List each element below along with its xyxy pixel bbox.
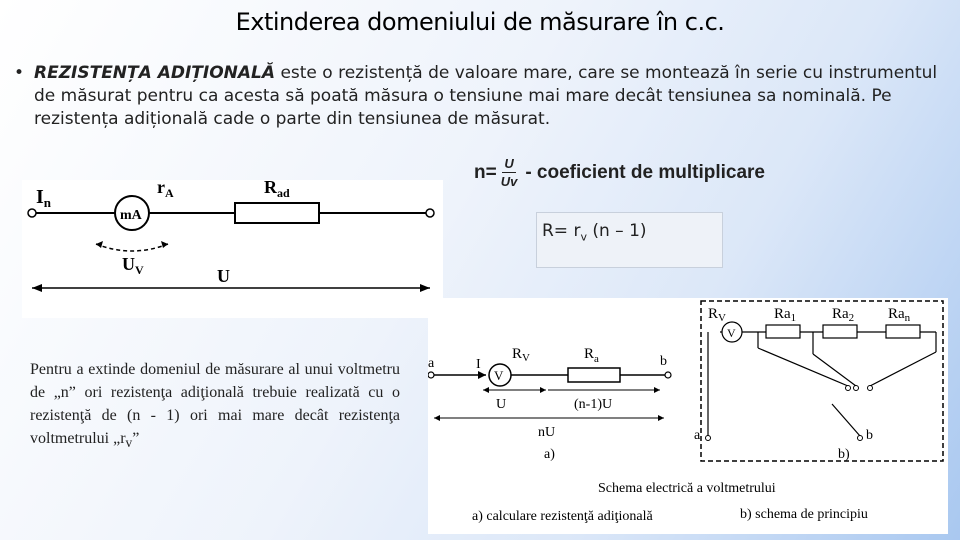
- label-n1u: (n-1)U: [574, 397, 613, 412]
- resistance-formula-prefix: R= r: [542, 221, 581, 241]
- u-arrow-right: [540, 387, 546, 393]
- formula-numerator: U: [504, 156, 514, 171]
- series-resistor-svg: [22, 180, 443, 318]
- label-rv-b: $R_V$: [708, 306, 726, 324]
- label-a2: a: [694, 428, 701, 443]
- resistor-ran: [886, 325, 920, 338]
- definition-term: REZISTENȚA ADIȚIONALĂ: [34, 63, 276, 83]
- resistor-ra2: [823, 325, 857, 338]
- formula-description: - coeficient de multiplicare: [525, 161, 765, 183]
- nu-arrow-right: [658, 415, 664, 421]
- tap-n-line: [870, 352, 936, 386]
- label-b2: b: [866, 428, 873, 443]
- u-arrow-left: [483, 387, 489, 393]
- resistance-formula-sub: v: [580, 230, 587, 244]
- voltage-arrow-left: [32, 284, 42, 292]
- label-ra2: $Ra_2$: [832, 306, 855, 324]
- series-resistor-diagram: [22, 180, 443, 318]
- caption-a: a) calculare rezistenţă adiţională: [472, 509, 653, 524]
- label-ra-a: $R_a$: [584, 346, 599, 365]
- note-end: ”: [132, 430, 140, 447]
- resistor-ra1: [766, 325, 800, 338]
- label-a: a: [428, 356, 435, 371]
- switch-contact-1: [846, 386, 851, 391]
- page-title: Extinderea domeniului de măsurare în c.c.: [235, 8, 725, 36]
- switch-contact-n: [868, 386, 873, 391]
- terminal-a: [428, 372, 434, 378]
- explanation-note: [30, 358, 400, 454]
- n1u-arrow-right: [654, 387, 660, 393]
- terminal-left: [28, 209, 36, 217]
- tap-2-line: [813, 354, 856, 386]
- resistor-ra: [568, 368, 620, 382]
- label-in: $I_n$: [36, 186, 52, 210]
- bullet-icon: •: [14, 63, 25, 83]
- label-rad: $R_{ad}$: [264, 180, 290, 200]
- label-meter: mA: [120, 208, 142, 223]
- multiplication-formula: [474, 156, 765, 189]
- definition-paragraph: [14, 62, 944, 131]
- label-part-b: b): [838, 447, 850, 462]
- formula-lhs: n=: [474, 161, 497, 183]
- label-ran: $Ra_n$: [888, 306, 911, 324]
- label-ra: $r_A$: [157, 180, 174, 200]
- note-text: Pentru a extinde domeniul de măsurare al unui voltmetru de „n” ori rezistenţa adiţională trebuie realizată cu o rezistenţă de (n - 1) ori mai mare decât rezistenţa voltmetrului „r: [30, 361, 400, 447]
- nu-arrow-left: [434, 415, 440, 421]
- resistance-formula-suffix: (n – 1): [586, 221, 647, 241]
- current-arrow: [478, 371, 486, 379]
- resistor-rad: [235, 203, 319, 223]
- label-part-a: a): [544, 447, 555, 462]
- label-u: U: [217, 266, 230, 286]
- label-rv: $R_V$: [512, 346, 530, 364]
- caption-main: Schema electrică a voltmetrului: [598, 481, 776, 496]
- switch-blade: [832, 404, 860, 436]
- voltage-arrow-right: [420, 284, 430, 292]
- switch-contact-2: [854, 386, 859, 391]
- label-ra1: $Ra_1$: [774, 306, 797, 324]
- label-i: I: [476, 357, 481, 372]
- definition-text: este o rezistență de valoare mare, care se montează în serie cu instrumentul de măsurat pentru ca acesta să poată măsura o tensiune mai mare decât tensiunea sa nominală. Pe rezistența adițională cade o parte din tensiunea de măsurat.: [34, 63, 938, 129]
- voltmeter-schema-panel: [428, 298, 948, 534]
- label-u-a: U: [496, 397, 507, 412]
- label-nu: nU: [538, 425, 556, 440]
- voltage-arc: [96, 244, 168, 251]
- terminal-b: [665, 372, 671, 378]
- caption-b: b) schema de principiu: [740, 507, 868, 522]
- label-b: b: [660, 354, 667, 369]
- terminal-b2: [858, 436, 863, 441]
- label-uv: $U_V$: [122, 254, 144, 277]
- tap-1-line: [758, 348, 848, 386]
- voltmeter-schema-svg: [428, 298, 948, 534]
- label-v-a: V: [494, 368, 504, 383]
- terminal-a2: [706, 436, 711, 441]
- terminal-right: [426, 209, 434, 217]
- formula-fraction: [501, 156, 518, 189]
- resistance-formula-box: [536, 212, 723, 268]
- formula-denominator: Uv: [500, 174, 518, 189]
- label-v-b: V: [727, 326, 736, 340]
- note-sub: v: [125, 435, 133, 451]
- arc-arrow-left: [96, 241, 103, 248]
- arc-arrow-right: [161, 241, 168, 248]
